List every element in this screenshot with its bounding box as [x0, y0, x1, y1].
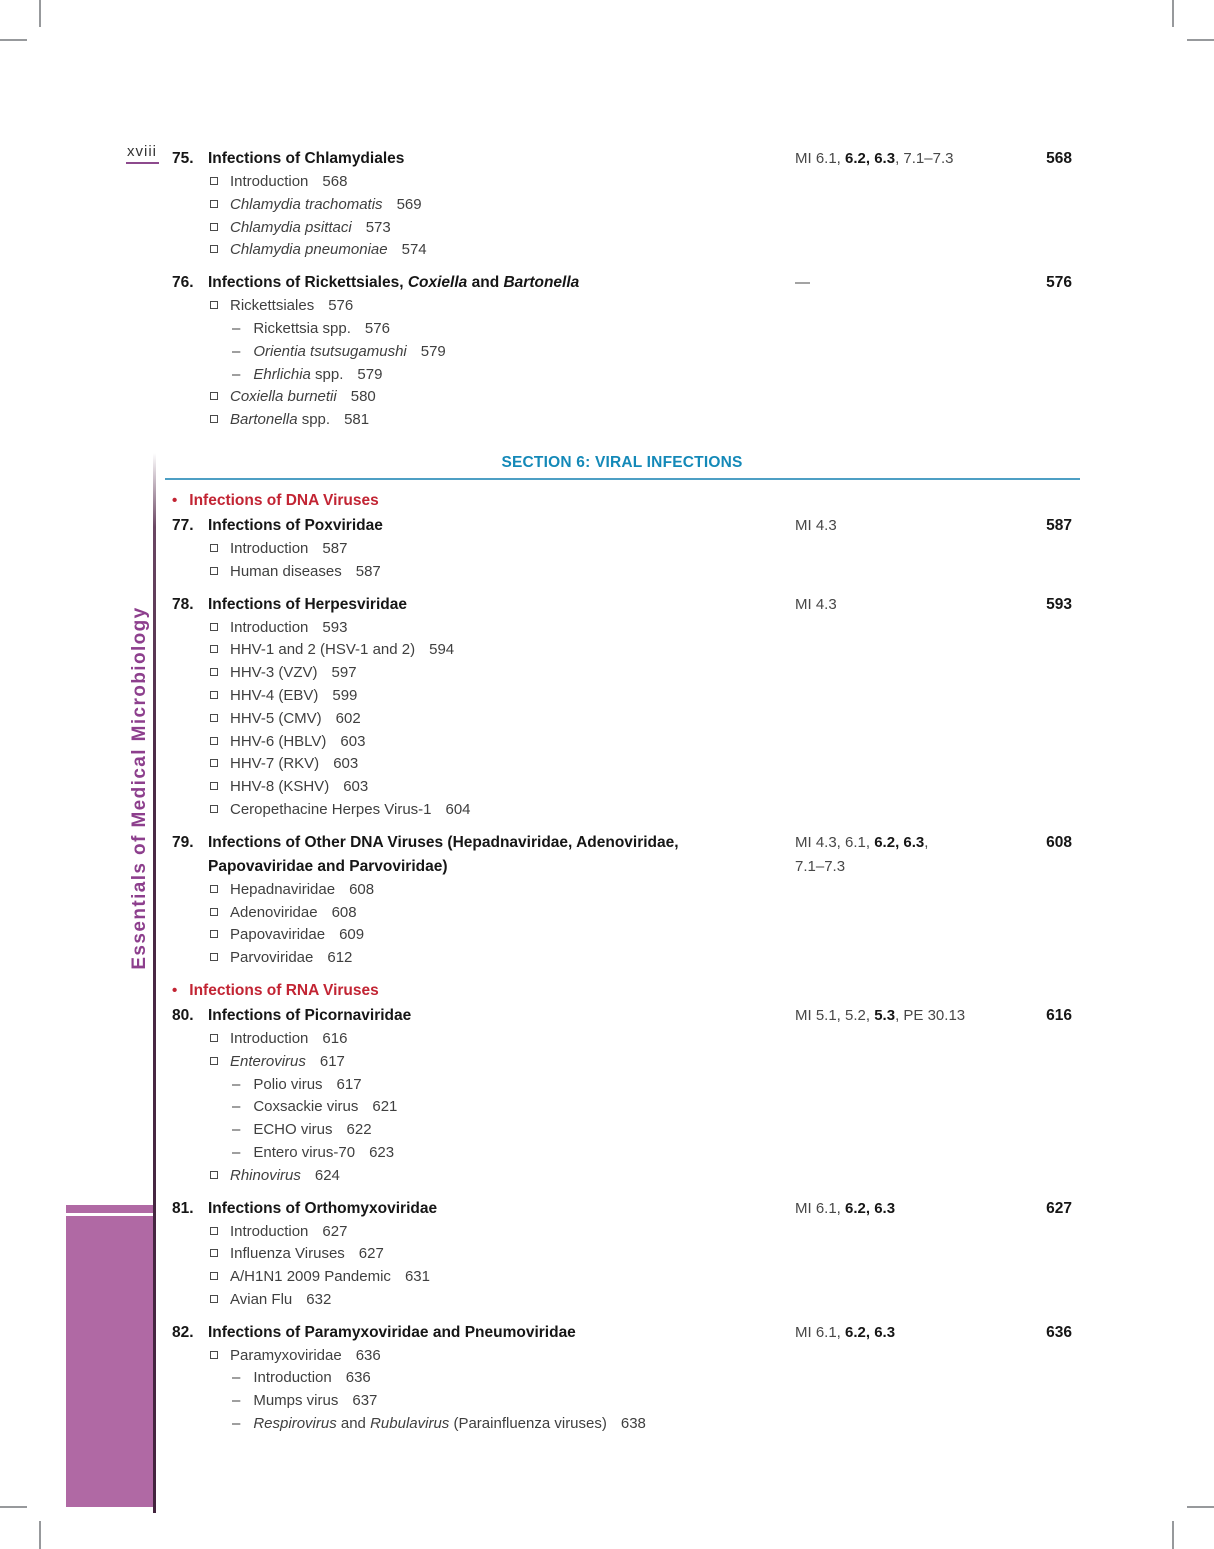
chapter-competency-codes: —	[795, 274, 810, 292]
sub-item-page-number: 587	[322, 539, 348, 557]
sub-item-page-number: 616	[322, 1029, 348, 1047]
sub-item-page-number: 627	[322, 1222, 348, 1240]
sub-item-label: Respirovirus and Rubulavirus (Parainfluenza viruses)	[253, 1415, 607, 1433]
sub-item-label: Chlamydia psittaci	[230, 218, 352, 236]
sub-item-page-number: 579	[357, 365, 383, 383]
square-bullet-icon	[210, 805, 218, 813]
chapter-competency-codes: MI 6.1, 6.2, 6.3	[795, 1199, 896, 1217]
chapter-row	[172, 1321, 1072, 1345]
toc-sub-item	[232, 1413, 1072, 1436]
chapter-competency-codes: MI 6.1, 6.2, 6.3, 7.1–7.3	[795, 150, 954, 167]
sub-item-label: Human diseases	[230, 562, 342, 580]
sub-item-label: Orientia tsutsugamushi	[253, 342, 407, 360]
square-bullet-icon	[210, 645, 218, 653]
sub-item-page-number: 573	[365, 218, 391, 236]
section-heading-block	[172, 452, 1072, 480]
sub-item-label: ECHO virus	[253, 1121, 333, 1139]
sub-item-page-number: 636	[345, 1369, 371, 1387]
toc-sub-item	[232, 1142, 1072, 1165]
sub-item-label: Introduction	[230, 539, 309, 557]
toc-sub-item	[210, 1345, 1072, 1368]
chapter-title: Infections of Picornaviridae	[208, 1006, 412, 1024]
chapter-title: Infections of Orthomyxoviridae	[208, 1199, 438, 1217]
section-title: SECTION 6: VIRAL INFECTIONS	[501, 453, 743, 471]
chapter-number: 75.	[172, 150, 194, 167]
square-bullet-icon	[210, 668, 218, 676]
chapter-competency-codes: MI 4.3	[795, 516, 837, 534]
square-bullet-icon	[210, 885, 218, 893]
sub-item-page-number: 622	[346, 1121, 372, 1139]
sub-item-page-number: 576	[328, 297, 354, 315]
dash-bullet-icon: –	[232, 1075, 241, 1093]
sub-item-page-number: 599	[332, 686, 358, 704]
chapter-competency-codes: MI 4.3	[795, 595, 837, 613]
sub-item-label: Enterovirus	[230, 1052, 306, 1070]
sub-item-label: Introduction	[230, 618, 309, 636]
toc-sub-item	[232, 1119, 1072, 1142]
bullet-dot-icon: •	[172, 491, 178, 509]
sub-item-label: Papovaviridae	[230, 926, 326, 944]
toc-sub-item	[210, 1051, 1072, 1074]
chapter-page-number: 587	[1046, 516, 1072, 534]
toc-sub-item	[232, 364, 1072, 387]
chapter-page-number: 636	[1046, 1323, 1072, 1341]
chapter-row	[172, 831, 1072, 879]
sub-item-label: Ehrlichia spp.	[253, 365, 344, 383]
sub-item-label: Mumps virus	[253, 1392, 339, 1410]
crop-mark-bottom-right-h	[1187, 1506, 1214, 1508]
dash-bullet-icon: –	[232, 319, 241, 337]
chapter-title: Infections of Herpesviridae	[208, 595, 407, 613]
sub-item-page-number: 576	[364, 319, 390, 337]
crop-mark-bottom-right-v	[1172, 1521, 1174, 1549]
square-bullet-icon	[210, 1351, 218, 1359]
sub-item-page-number: 593	[322, 618, 348, 636]
toc-sub-item	[210, 662, 1072, 685]
chapter-title: Infections of Rickettsiales, Coxiella and Bartonella	[208, 274, 580, 292]
square-bullet-icon	[210, 714, 218, 722]
toc-sub-item	[210, 409, 1072, 432]
toc-sub-item	[232, 1367, 1072, 1390]
sub-item-page-number: 624	[314, 1166, 340, 1184]
virus-group-subhead	[172, 490, 1072, 512]
toc-sub-item	[210, 386, 1072, 409]
toc-sub-item	[210, 295, 1072, 318]
toc-sub-item	[210, 776, 1072, 799]
crop-mark-top-right-h	[1187, 39, 1214, 41]
chapter-row	[172, 1197, 1072, 1221]
sub-item-page-number: 632	[306, 1290, 332, 1308]
square-bullet-icon	[210, 544, 218, 552]
chapter-page-number: 616	[1046, 1006, 1072, 1024]
dash-bullet-icon: –	[232, 365, 241, 383]
sub-item-label: HHV-5 (CMV)	[230, 709, 322, 727]
sub-item-page-number: 621	[372, 1098, 398, 1116]
chapter-page-number: 576	[1046, 274, 1072, 292]
sub-item-page-number: 608	[349, 880, 375, 898]
crop-mark-top-left-h	[0, 39, 27, 41]
toc-sub-item	[210, 685, 1072, 708]
chapter-row	[172, 1004, 1072, 1028]
toc-sub-item	[210, 731, 1072, 754]
square-bullet-icon	[210, 1295, 218, 1303]
sub-item-page-number: 609	[339, 926, 365, 944]
square-bullet-icon	[210, 623, 218, 631]
sub-item-page-number: 581	[344, 411, 370, 429]
sub-item-page-number: 612	[327, 949, 353, 967]
chapter-title: Infections of Chlamydiales	[208, 150, 405, 167]
virus-group-label: Infections of DNA Viruses	[189, 491, 379, 509]
toc-sub-item	[232, 1096, 1072, 1119]
square-bullet-icon	[210, 245, 218, 253]
dash-bullet-icon: –	[232, 1392, 241, 1410]
chapter-page-number: 608	[1046, 833, 1072, 851]
sub-item-label: HHV-8 (KSHV)	[230, 778, 330, 796]
square-bullet-icon	[210, 908, 218, 916]
toc-sub-item	[210, 217, 1072, 240]
toc-sub-item	[210, 1289, 1072, 1312]
sub-item-label: Chlamydia pneumoniae	[230, 241, 388, 259]
chapter-number: 78.	[172, 595, 194, 613]
sub-item-label: A/H1N1 2009 Pandemic	[230, 1268, 391, 1286]
chapter-title: Infections of Paramyxoviridae and Pneumoviridae	[208, 1323, 576, 1341]
sub-item-label: Adenoviridae	[230, 903, 318, 921]
chapter-page-number: 627	[1046, 1199, 1072, 1217]
toc-sub-item	[210, 617, 1072, 640]
sub-item-label: Influenza Viruses	[230, 1245, 345, 1263]
dash-bullet-icon: –	[232, 1143, 241, 1161]
crop-mark-bottom-left-v	[39, 1521, 41, 1549]
dash-bullet-icon: –	[232, 342, 241, 360]
sub-item-label: HHV-7 (RKV)	[230, 755, 320, 773]
sub-item-page-number: 594	[429, 641, 455, 659]
chapter-number: 76.	[172, 274, 194, 292]
sub-item-page-number: 603	[340, 732, 366, 750]
sub-item-page-number: 587	[355, 562, 381, 580]
toc-sub-item	[210, 194, 1072, 217]
virus-group-label: Infections of RNA Viruses	[189, 981, 379, 999]
dash-bullet-icon: –	[232, 1415, 241, 1433]
chapter-page-number: 593	[1046, 595, 1072, 613]
sub-item-label: HHV-1 and 2 (HSV-1 and 2)	[230, 641, 416, 659]
sub-item-page-number: 631	[404, 1268, 430, 1286]
square-bullet-icon	[210, 1272, 218, 1280]
sub-item-label: HHV-4 (EBV)	[230, 686, 319, 704]
toc-sub-item	[210, 1266, 1072, 1289]
sub-item-label: Introduction	[230, 1222, 309, 1240]
toc-sub-item	[210, 171, 1072, 194]
sub-item-label: Introduction	[253, 1369, 332, 1387]
sub-item-label: HHV-6 (HBLV)	[230, 732, 327, 750]
toc-sub-item	[232, 1390, 1072, 1413]
sub-item-page-number: 597	[331, 664, 357, 682]
toc-sub-item	[210, 1028, 1072, 1051]
square-bullet-icon	[210, 737, 218, 745]
sub-item-page-number: 574	[401, 241, 427, 259]
toc-list	[172, 138, 1072, 1436]
square-bullet-icon	[210, 691, 218, 699]
square-bullet-icon	[210, 415, 218, 423]
chapter-competency-codes: MI 4.3, 6.1, 6.2, 6.3, 7.1–7.3	[795, 833, 929, 875]
sub-item-page-number: 580	[350, 388, 376, 406]
toc-sub-item	[210, 753, 1072, 776]
chapter-row	[172, 514, 1072, 538]
square-bullet-icon	[210, 200, 218, 208]
square-bullet-icon	[210, 953, 218, 961]
sub-item-label: Introduction	[230, 173, 309, 190]
sub-item-page-number: 617	[336, 1075, 362, 1093]
chapter-number: 77.	[172, 516, 194, 534]
dash-bullet-icon: –	[232, 1369, 241, 1387]
square-bullet-icon	[210, 392, 218, 400]
square-bullet-icon	[210, 1034, 218, 1042]
sub-item-page-number: 579	[420, 342, 446, 360]
toc-sub-item	[210, 879, 1072, 902]
toc-sub-item	[210, 902, 1072, 925]
square-bullet-icon	[210, 1171, 218, 1179]
toc-sub-item	[232, 1074, 1072, 1097]
crop-mark-top-left-v	[39, 0, 41, 27]
section-rule	[165, 478, 1080, 480]
toc-sub-item	[232, 318, 1072, 341]
chapter-title: Infections of Other DNA Viruses (Hepadnaviridae, Adenoviridae, Papovaviridae and Parvoviridae)	[208, 833, 679, 875]
toc-sub-item	[210, 239, 1072, 262]
sidebar-book-title: Essentials of Medical Microbiology	[129, 606, 150, 970]
sub-item-label: HHV-3 (VZV)	[230, 664, 318, 682]
square-bullet-icon	[210, 1249, 218, 1257]
square-bullet-icon	[210, 223, 218, 231]
toc-sub-item	[210, 799, 1072, 822]
chapter-number: 82.	[172, 1323, 194, 1341]
sub-item-label: Rickettsia spp.	[253, 319, 351, 337]
sidebar-vertical-rule	[153, 453, 156, 1513]
chapter-title: Infections of Poxviridae	[208, 516, 383, 534]
sub-item-label: Coxsackie virus	[253, 1098, 359, 1116]
toc-sub-item	[210, 538, 1072, 561]
sub-item-page-number: 603	[343, 778, 369, 796]
toc-sub-item	[210, 708, 1072, 731]
toc-sub-item	[210, 1243, 1072, 1266]
toc-sub-item	[210, 1221, 1072, 1244]
chapter-competency-codes: MI 5.1, 5.2, 5.3, PE 30.13	[795, 1006, 966, 1024]
square-bullet-icon	[210, 177, 218, 185]
sidebar-tab-block	[66, 1205, 153, 1507]
sub-item-label: Introduction	[230, 1029, 309, 1047]
sub-item-label: Avian Flu	[230, 1290, 293, 1308]
square-bullet-icon	[210, 1057, 218, 1065]
sub-item-label: Rhinovirus	[230, 1166, 301, 1184]
chapter-page-number: 568	[1046, 150, 1072, 167]
toc-sub-item	[232, 341, 1072, 364]
sub-item-page-number: 638	[620, 1415, 646, 1433]
sub-item-page-number: 608	[331, 903, 357, 921]
sub-item-label: Coxiella burnetii	[230, 388, 337, 406]
toc-sub-item	[210, 947, 1072, 970]
square-bullet-icon	[210, 567, 218, 575]
sub-item-label: Parvoviridae	[230, 949, 314, 967]
sidebar-tab-stripe	[66, 1213, 153, 1216]
sub-item-label: Entero virus-70	[253, 1143, 356, 1161]
sub-item-label: Hepadnaviridae	[230, 880, 336, 898]
square-bullet-icon	[210, 759, 218, 767]
sub-item-page-number: 569	[396, 195, 422, 213]
sub-item-label: Paramyxoviridae	[230, 1346, 342, 1364]
square-bullet-icon	[210, 930, 218, 938]
crop-mark-bottom-left-h	[0, 1506, 27, 1508]
chapter-row	[172, 593, 1072, 617]
sub-item-page-number: 617	[319, 1052, 345, 1070]
sub-item-label: Chlamydia trachomatis	[230, 195, 383, 213]
sub-item-page-number: 604	[445, 800, 471, 818]
toc-sub-item	[210, 924, 1072, 947]
dash-bullet-icon: –	[232, 1121, 241, 1139]
chapter-number: 79.	[172, 833, 194, 851]
sub-item-page-number: 568	[322, 173, 348, 190]
sub-item-page-number: 603	[333, 755, 359, 773]
square-bullet-icon	[210, 1227, 218, 1235]
sub-item-page-number: 623	[369, 1143, 395, 1161]
chapter-number: 81.	[172, 1199, 194, 1217]
sub-item-label: Ceropethacine Herpes Virus-1	[230, 800, 432, 818]
crop-mark-top-right-v	[1172, 0, 1174, 27]
chapter-row	[172, 271, 1072, 295]
square-bullet-icon	[210, 782, 218, 790]
sub-item-label: Polio virus	[253, 1075, 323, 1093]
toc-sub-item	[210, 639, 1072, 662]
toc-sub-item	[210, 561, 1072, 584]
sub-item-page-number: 602	[335, 709, 361, 727]
virus-group-subhead	[172, 980, 1072, 1002]
chapter-competency-codes: MI 6.1, 6.2, 6.3	[795, 1323, 896, 1341]
sub-item-page-number: 637	[352, 1392, 378, 1410]
sub-item-label: Rickettsiales	[230, 297, 315, 315]
square-bullet-icon	[210, 301, 218, 309]
toc-sub-item	[210, 1165, 1072, 1188]
page-folio: xviii	[126, 143, 159, 164]
sub-item-page-number: 636	[355, 1346, 381, 1364]
chapter-number: 80.	[172, 1006, 194, 1024]
sub-item-label: Bartonella spp.	[230, 411, 331, 429]
bullet-dot-icon: •	[172, 981, 178, 999]
chapter-row	[172, 147, 1072, 171]
dash-bullet-icon: –	[232, 1098, 241, 1116]
sub-item-page-number: 627	[358, 1245, 384, 1263]
